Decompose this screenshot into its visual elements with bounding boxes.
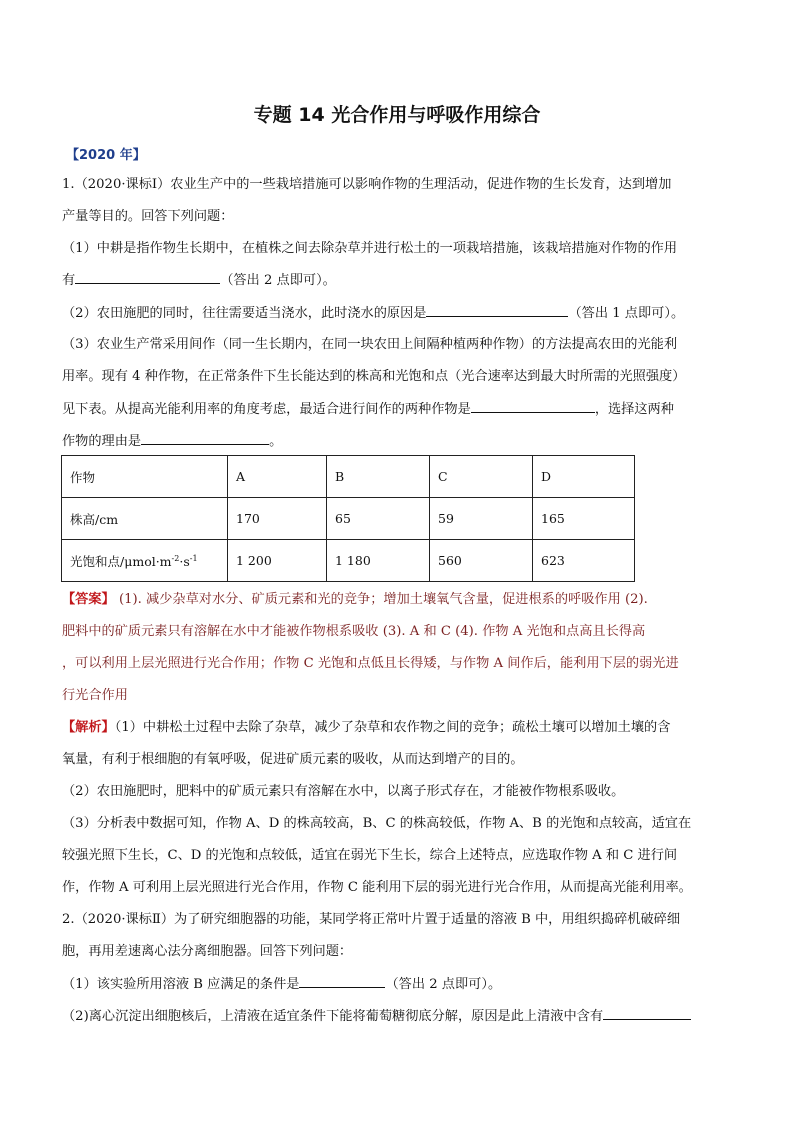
q1-part3-line-2: 用率。现有 4 种作物，在正常条件下生长能达到的株高和光饱和点（光合速率达到最大时所需的光照强度）: [62, 369, 686, 384]
q1-part3-crops-blank[interactable]: [471, 399, 595, 413]
table-header-cell: B: [327, 456, 430, 498]
q1-part3-suffix: ，选择这两种: [594, 402, 674, 417]
answer-text-1: (1). 减少杂草对水分、矿质元素和光的竞争；增加土壤氧气含量，促进根系的呼吸作用 (2).: [114, 592, 648, 607]
analysis-line-1: [62, 718, 670, 738]
table-cell: 170: [228, 498, 327, 540]
table-cell: 59: [430, 498, 533, 540]
q1-part3-reason-blank[interactable]: [141, 431, 269, 445]
analysis-line-5: 较强光照下生长，C、D 的光饱和点较低，适宜在弱光下生长，综合上述特点，应选取作物 A 和 C 进行间: [62, 848, 678, 863]
q1-part2-prefix: （2）农田施肥的同时，往往需要适当浇水，此时浇水的原因是: [62, 306, 427, 321]
table-row-label: [62, 540, 228, 582]
table-cell: 1 180: [327, 540, 430, 582]
q1-part2-line: [62, 303, 684, 324]
answer-line-2: 肥料中的矿质元素只有溶解在水中才能被作物根系吸收 (3). A 和 C (4). 作物 A 光饱和点高且长得高: [62, 624, 646, 639]
table-header-cell: 作物: [62, 456, 228, 498]
q2-part2-line: [62, 1006, 691, 1027]
q1-part2-suffix: （答出 1 点即可）。: [568, 306, 685, 321]
answer-line-3: ，可以利用上层光照进行光合作用；作物 C 光饱和点低且长得矮，与作物 A 间作后，能利用下层的弱光进: [62, 656, 679, 671]
q2-part1-prefix: （1）该实验所用溶液 B 应满足的条件是: [62, 977, 300, 992]
q2-part1-suffix: （答出 2 点即可）。: [385, 977, 502, 992]
analysis-label: 【解析】: [62, 720, 115, 735]
q2-part1-line: [62, 974, 501, 995]
answer-line-4: 行光合作用: [62, 688, 128, 703]
table-row: [62, 498, 635, 540]
light-label-sup2: -1: [189, 553, 198, 563]
q2-part2-prefix: （2)离心沉淀出细胞核后，上清液在适宜条件下能将葡萄糖彻底分解，原因是此上清液中含有: [62, 1009, 604, 1024]
q2-line-1: 2.（2020·课标Ⅱ）为了研究细胞器的功能，某同学将正常叶片置于适量的溶液 B 中，用组织捣碎机破碎细: [62, 912, 681, 927]
answer-line-1: [62, 590, 648, 610]
light-label-main: 光饱和点/μmol·m: [70, 553, 172, 569]
table-cell: 165: [533, 498, 635, 540]
table-header-cell: C: [430, 456, 533, 498]
q2-part2-answer-blank[interactable]: [603, 1006, 691, 1020]
table-header-row: [62, 456, 635, 498]
q1-part1-answer-blank[interactable]: [75, 270, 220, 284]
table-cell: 65: [327, 498, 430, 540]
q1-part3-line-1: （3）农业生产常采用间作（同一生长期内，在同一块农田上间隔种植两种作物）的方法提高农田的光能利: [62, 337, 678, 352]
analysis-line-3: （2）农田施肥时，肥料中的矿质元素只有溶解在水中，以离子形式存在，才能被作物根系吸收。: [62, 784, 625, 799]
table-cell: 623: [533, 540, 635, 582]
table-header-cell: D: [533, 456, 635, 498]
table-row-label: 株高/cm: [62, 498, 228, 540]
answer-label: 【答案】: [62, 592, 115, 607]
table-header-cell: A: [228, 456, 327, 498]
page-title: 专题 14 光合作用与呼吸作用综合: [253, 104, 541, 126]
analysis-line-4: （3）分析表中数据可知，作物 A、D 的株高较高，B、C 的株高较低，作物 A、B 的光饱和点较高，适宜在: [62, 816, 692, 831]
analysis-text-1: （1）中耕松土过程中去除了杂草，减少了杂草和农作物之间的竞争；疏松土壤可以增加土壤的含: [114, 720, 671, 735]
table-cell: 560: [430, 540, 533, 582]
q1-part1-line-1: （1）中耕是指作物生长期中，在植株之间去除杂草并进行松土的一项栽培措施，该栽培措施对作物的作用: [62, 241, 678, 256]
q1-part3-line-4: [62, 431, 282, 452]
table-cell: 1 200: [228, 540, 327, 582]
q1-part3-reason-prefix: 作物的理由是: [62, 434, 142, 449]
q1-part2-answer-blank[interactable]: [426, 303, 568, 317]
q1-part1-prefix: 有: [62, 273, 76, 288]
q2-line-2: 胞，再用差速离心法分离细胞器。回答下列问题：: [62, 944, 353, 959]
q1-line-2: 产量等目的。回答下列问题：: [62, 209, 234, 224]
analysis-line-6: 作，作物 A 可利用上层光照进行光合作用，作物 C 能利用下层的弱光进行光合作用，从而提高光能利用率。: [62, 880, 692, 895]
crop-data-table: [61, 455, 635, 582]
q2-part1-answer-blank[interactable]: [299, 974, 385, 988]
q1-part1-line-2: [62, 270, 336, 291]
light-label-sup1: -2: [171, 553, 180, 563]
table-row: [62, 540, 635, 582]
q1-part3-reason-suffix: 。: [269, 434, 283, 449]
q1-part3-prefix: 见下表。从提高光能利用率的角度考虑，最适合进行间作的两种作物是: [62, 402, 471, 417]
q1-part3-line-3: [62, 399, 674, 420]
q1-line-1: 1.（2020·课标Ⅰ）农业生产中的一些栽培措施可以影响作物的生理活动，促进作物的生长发育，达到增加: [62, 177, 672, 192]
q1-part1-suffix: （答出 2 点即可）。: [220, 273, 336, 288]
light-label-mid: ·s: [179, 553, 190, 569]
year-tag: 【2020 年】: [66, 148, 146, 163]
analysis-line-2: 氧量，有利于根细胞的有氧呼吸，促进矿质元素的吸收，从而达到增产的目的。: [62, 752, 524, 767]
